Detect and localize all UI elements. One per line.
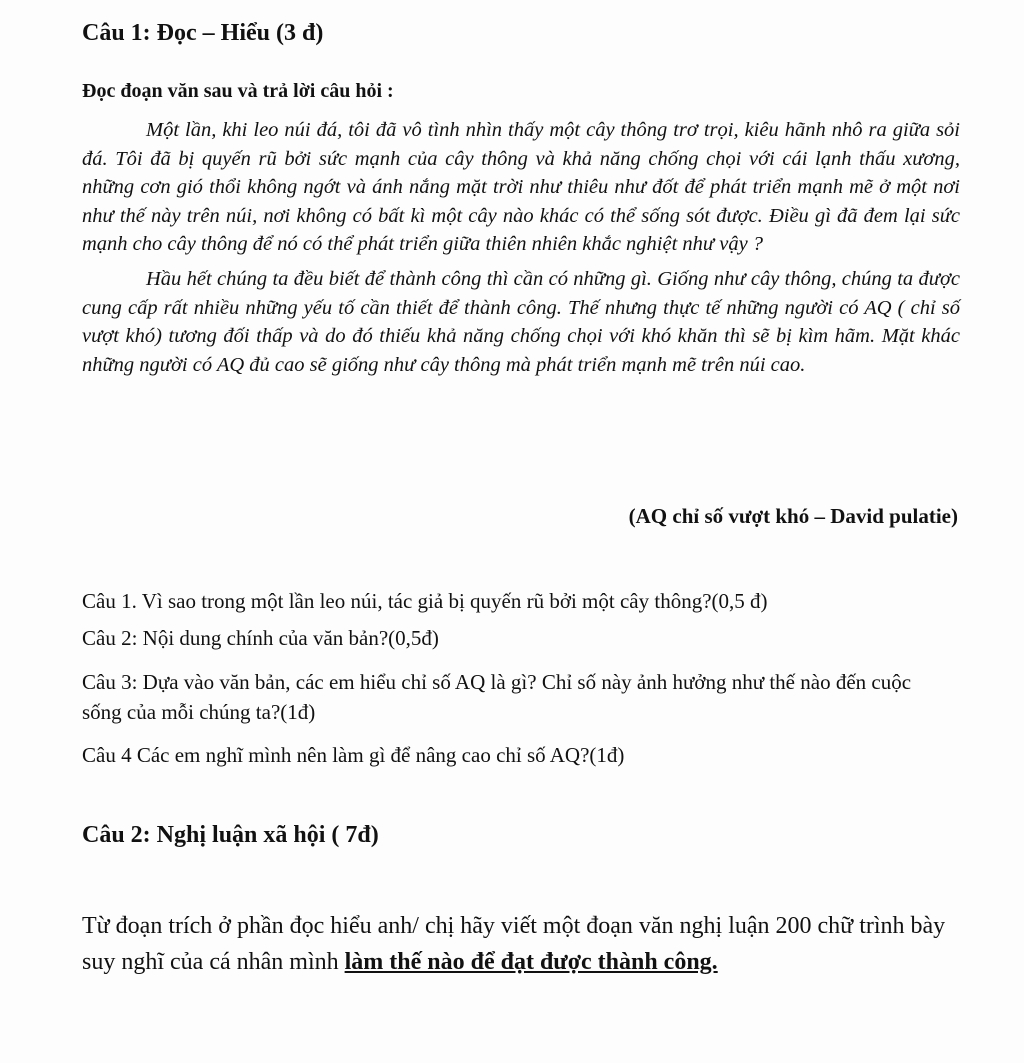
section2-heading: Câu 2: Nghị luận xã hội ( 7đ) <box>82 822 379 848</box>
essay-prompt <box>82 908 962 980</box>
section1-heading: Câu 1: Đọc – Hiểu (3 đ) <box>82 20 324 46</box>
passage-source: (AQ chỉ số vượt khó – David pulatie) <box>628 504 958 528</box>
reading-passage <box>82 116 960 379</box>
essay-prompt-text: Từ đoạn trích ở phần đọc hiểu anh/ chị hãy viết một đoạn văn nghị luận 200 chữ trình bày suy nghĩ của cá nhân mình <box>82 913 946 975</box>
essay-prompt-emphasis: làm thế nào để đạt được thành công. <box>344 949 718 975</box>
question-1: Câu 1. Vì sao trong một lần leo núi, tác giả bị quyến rũ bởi một cây thông?(0,5 đ) <box>82 589 768 613</box>
question-4: Câu 4 Các em nghĩ mình nên làm gì để nâng cao chỉ số AQ?(1đ) <box>82 743 625 767</box>
question-2: Câu 2: Nội dung chính của văn bản?(0,5đ) <box>82 626 439 650</box>
passage-paragraph-1: Một lần, khi leo núi đá, tôi đã vô tình nhìn thấy một cây thông trơ trọi, kiêu hãnh nhô ra giữa sỏi đá. Tôi đã bị quyến rũ bởi sức mạnh của cây thông và khả năng chống chọi với cái lạnh thấu xương, những cơn gió thổi không ngớt và ánh nắng mặt trời như thiêu như đốt để phát triển mạnh mẽ ở một nơi như thế này trên núi, nơi không có bất kì một cây nào khác có thể sống sót được. Điều gì đã đem lại sức mạnh cho cây thông để nó có thể phát triển giữa thiên nhiên khắc nghiệt như vậy ? <box>82 119 960 256</box>
question-3: Câu 3: Dựa vào văn bản, các em hiểu chỉ số AQ là gì? Chỉ số này ảnh hưởng như thế nào đến cuộc sống của mỗi chúng ta?(1đ) <box>82 670 912 724</box>
passage-paragraph-2: Hầu hết chúng ta đều biết để thành công thì cần có những gì. Giống như cây thông, chúng ta được cung cấp rất nhiều những yếu tố cần thiết để thành công. Thế nhưng thực tế những người có AQ ( chỉ số vượt khó) tương đối thấp và do đó thiếu khả năng chống chọi với khó khăn thì sẽ bị kìm hãm. Mặt khác những người có AQ đủ cao sẽ giống như cây thông mà phát triển mạnh mẽ trên núi cao. <box>82 267 960 376</box>
reading-instruction: Đọc đoạn văn sau và trả lời câu hỏi : <box>82 80 394 102</box>
